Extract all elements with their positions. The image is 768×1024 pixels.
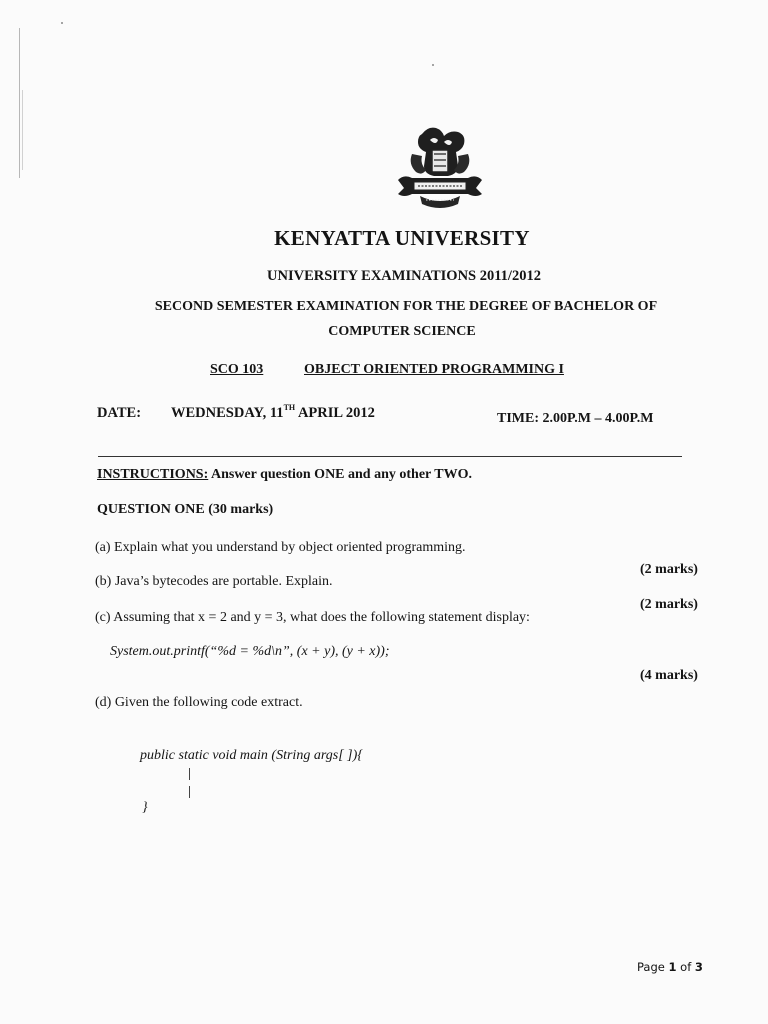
page-total: 3 [694, 960, 703, 974]
page-of: of [676, 960, 695, 974]
course-name: OBJECT ORIENTED PROGRAMMING I [304, 362, 564, 377]
page-number [637, 960, 703, 974]
question-one-title: QUESTION ONE (30 marks) [97, 502, 274, 517]
instructions-label: INSTRUCTIONS: [97, 467, 209, 482]
page-label: Page [637, 960, 669, 974]
course-code: SCO 103 [210, 362, 264, 377]
instructions [97, 467, 472, 483]
scan-speck [61, 22, 63, 24]
exam-time: TIME: 2.00P.M – 4.00P.M [497, 411, 654, 426]
question-1a: (a) Explain what you understand by object oriented programming. [95, 540, 466, 555]
exam-date-suffix: TH [283, 403, 296, 412]
scan-speck [432, 64, 434, 66]
question-1a-marks: (2 marks) [640, 562, 698, 577]
question-1c-code: System.out.printf(“%d = %d\n”, (x + y), (y + x)); [110, 644, 390, 659]
question-1b: (b) Java’s bytecodes are portable. Explain. [95, 574, 333, 589]
header-divider [98, 456, 682, 457]
question-1b-marks: (2 marks) [640, 597, 698, 612]
code-body-marker [189, 768, 190, 780]
question-1c-marks: (4 marks) [640, 668, 698, 683]
exam-date-day: WEDNESDAY, 11 [171, 405, 284, 421]
university-name: KENYATTA UNIVERSITY [274, 226, 530, 250]
instructions-text: Answer question ONE and any other TWO. [208, 467, 472, 482]
exam-date-month-year: APRIL 2012 [295, 405, 375, 421]
degree-title-line1: SECOND SEMESTER EXAMINATION FOR THE DEGREE OF BACHELOR OF [154, 299, 658, 314]
scan-edge-line [19, 28, 20, 178]
exam-session-title: UNIVERSITY EXAMINATIONS 2011/2012 [267, 268, 541, 284]
code-body-marker [189, 786, 190, 798]
question-1c: (c) Assuming that x = 2 and y = 3, what does the following statement display: [95, 610, 530, 625]
scan-edge-line [22, 90, 23, 170]
question-1d-code-close: } [142, 800, 148, 815]
date-label: DATE: [97, 405, 142, 421]
exam-date [171, 405, 375, 422]
university-crest-logo [392, 120, 488, 212]
question-1d-code-main: public static void main (String args[ ]){ [140, 748, 363, 763]
question-1d: (d) Given the following code extract. [95, 695, 303, 710]
page-current: 1 [668, 960, 677, 974]
degree-title-line2: COMPUTER SCIENCE [328, 324, 476, 339]
